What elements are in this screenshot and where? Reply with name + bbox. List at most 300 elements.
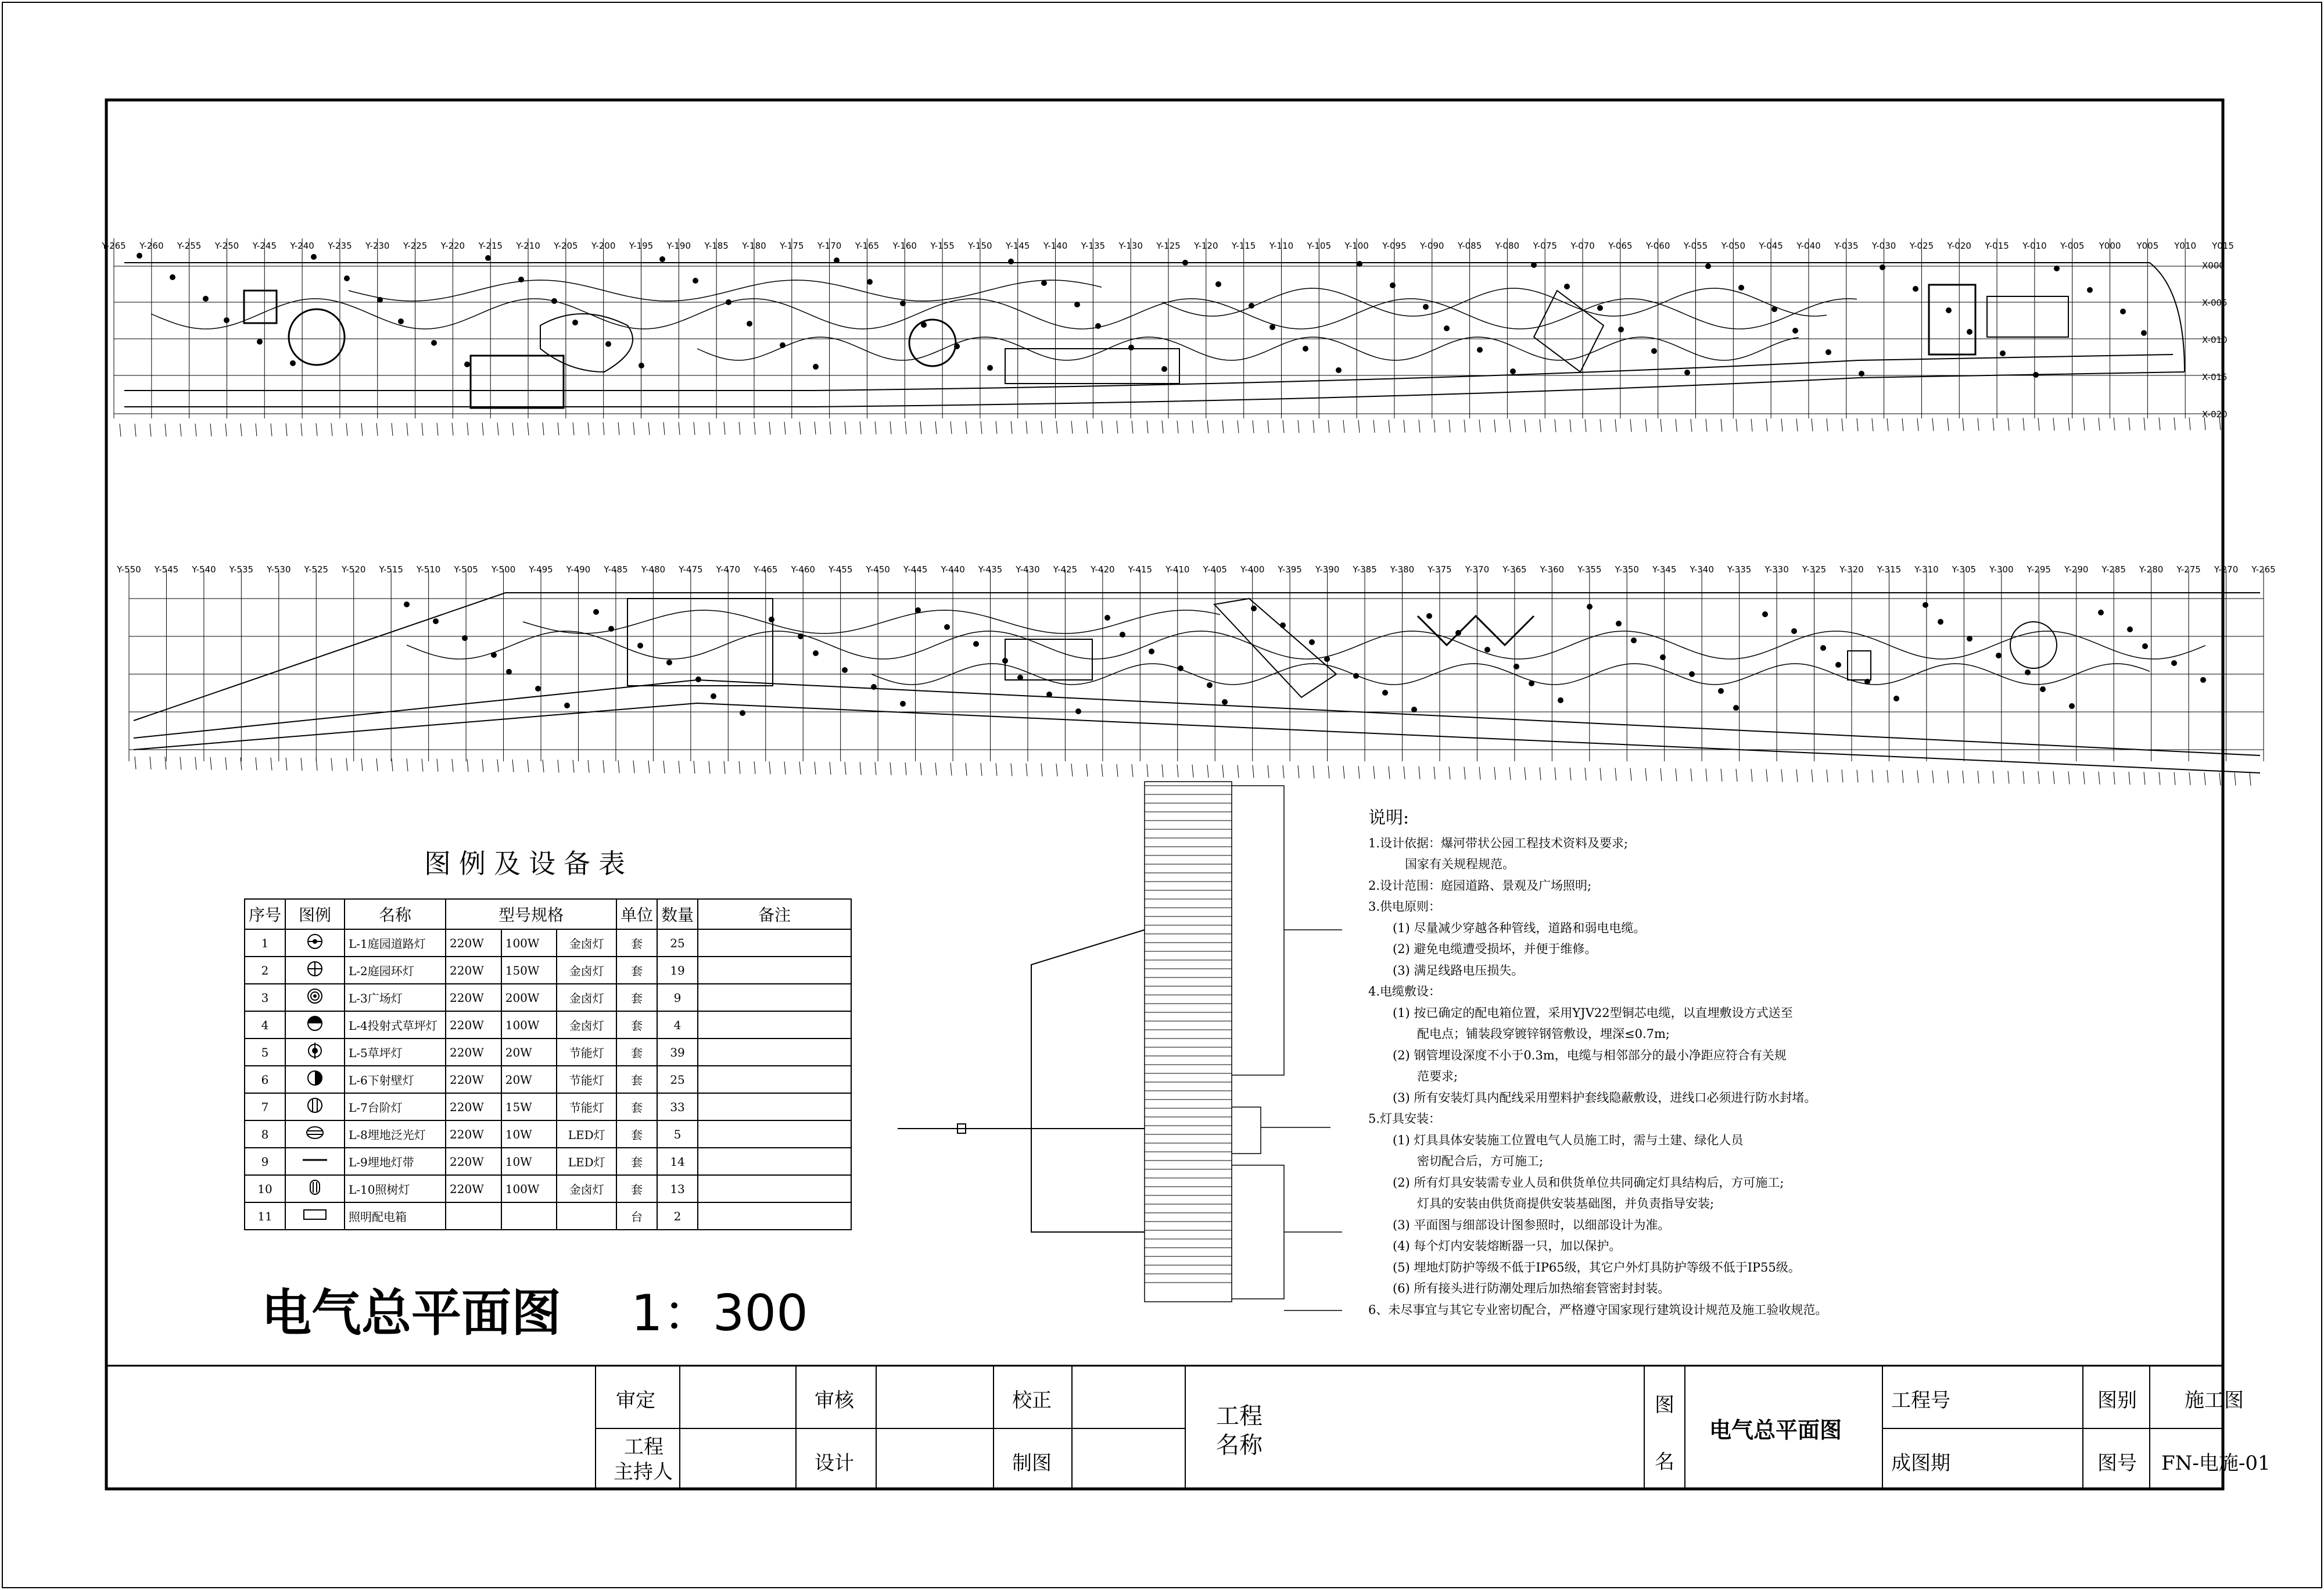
legend-type: 节能灯 [557,1066,616,1093]
edge-tick [1253,765,1254,778]
edge-tick [407,423,408,436]
tb-drawing-name-line2: 名 [1655,1451,1674,1474]
edge-tick [1102,421,1103,434]
note-line: (3) 平面图与细部设计图参照时，以细部设计为准。 [1368,1217,1670,1232]
lamp-marker [1149,649,1154,654]
legend-no: 6 [245,1066,285,1093]
grid-label: Y-070 [1570,241,1595,251]
edge-tick [618,760,619,773]
lamp-marker [170,274,175,280]
lamp-marker [1651,348,1657,354]
lamp-marker [1357,261,1362,267]
garden-path [349,280,1102,301]
grid-label-right: X-010 [2202,335,2228,345]
edge-tick [1781,769,1783,782]
edge-tick [845,421,846,434]
edge-tick [1192,421,1193,434]
edge-tick [588,422,589,435]
edge-tick [1434,420,1435,432]
lamp-marker [1382,690,1388,696]
lamp-marker [1771,306,1777,312]
edge-tick [2053,418,2054,431]
legend-power: 20W [501,1038,557,1066]
edge-tick [1570,420,1571,432]
grid-label: Y-210 [516,241,540,251]
lamp-symbol-icon [300,1204,329,1225]
legend-unit: 套 [616,1066,657,1093]
lamp-symbol-icon [300,986,329,1007]
legend-type: 节能灯 [557,1093,616,1120]
lamp-marker [203,296,209,302]
legend-voltage: 220W [446,984,501,1011]
edge-tick [1570,768,1571,780]
grid-label: Y-395 [1278,564,1302,575]
lamp-marker [1309,639,1315,645]
edge-tick [2235,773,2236,786]
edge-tick [1932,418,1934,431]
edge-tick [2159,417,2160,430]
legend-name: L-1庭园道路灯 [345,929,446,957]
legend-no: 10 [245,1175,285,1202]
grid-label: Y-020 [1947,241,1971,251]
lamp-marker [1835,662,1841,668]
edge-tick [1132,764,1133,777]
lamp-marker [491,652,497,658]
legend-qty: 13 [657,1175,698,1202]
grid-label: Y-420 [1091,564,1115,575]
edge-tick [1041,421,1042,434]
note-line: 3.供电原则： [1368,900,1441,914]
grid-label: Y-400 [1240,564,1265,575]
legend-symbol [285,1120,345,1148]
edge-tick [875,762,876,775]
edge-tick [1827,769,1828,782]
edge-tick [150,424,151,436]
edge-tick [1207,765,1208,778]
header-unit: 单位 [616,899,657,929]
edge-tick [799,422,801,435]
lamp-marker [2025,669,2031,675]
grid-label: Y-390 [1315,564,1340,575]
legend-name: L-9埋地灯带 [345,1148,446,1175]
edge-tick [2083,772,2085,785]
legend-voltage: 220W [446,1011,501,1038]
lamp-marker [1820,645,1826,651]
edge-tick [1585,419,1586,432]
edge-tick [694,422,695,435]
lamp-marker [1008,259,1014,264]
lamp-marker [900,300,906,306]
lamp-symbol-icon [300,1149,329,1170]
edge-tick [1751,419,1752,432]
legend-type: LED灯 [557,1120,616,1148]
lamp-marker [1178,665,1183,671]
edge-tick [180,424,181,436]
grid-label: Y-300 [1989,564,2014,575]
edge-tick [467,759,468,772]
legend-row [245,1011,851,1038]
lamp-marker [1631,638,1637,643]
edge-tick [1721,769,1722,782]
grid-label: Y-490 [566,564,591,575]
hatched-path [1214,599,1336,697]
note-line: 配电点；铺装段穿镀锌钢管敷设，埋深≤0.7m; [1368,1027,1670,1041]
edge-tick [2114,772,2115,785]
edge-tick [905,421,906,434]
edge-tick [1177,765,1178,778]
edge-tick [1373,766,1375,779]
grid-label: Y-435 [978,564,1003,575]
edge-tick [120,424,121,436]
lamp-marker [1616,621,1622,626]
edge-tick [1298,765,1299,778]
lamp-marker [2141,330,2147,336]
grid-label: Y-340 [1690,564,1714,575]
edge-tick [981,421,982,434]
edge-tick [1736,769,1737,782]
note-line: (1) 尽量减少穿越各种管线，道路和弱电电缆。 [1368,921,1646,935]
legend-type: 金卤灯 [557,957,616,984]
lamp-marker [1222,699,1228,705]
grid-label-right: X-005 [2202,298,2228,308]
grid-label-right: X000 [2202,260,2225,271]
legend-unit: 套 [616,1148,657,1175]
edge-tick [528,760,529,772]
edge-tick [1086,764,1088,776]
lamp-marker [1041,280,1047,286]
legend-unit: 套 [616,957,657,984]
edge-tick [1011,763,1012,776]
edge-tick [709,761,710,773]
grid-label: Y-305 [1952,564,1977,575]
lamp-marker [1046,692,1052,697]
lamp-symbol-icon [300,958,329,979]
grid-label: Y-180 [742,241,766,251]
edge-tick [1872,770,1873,783]
legend-name: L-4投射式草坪灯 [345,1011,446,1038]
legend-power: 200W [501,984,557,1011]
note-line: 范要求; [1368,1069,1458,1083]
edge-tick [1660,768,1662,781]
grid-label: Y-065 [1608,241,1633,251]
edge-tick [1525,420,1526,432]
edge-tick [1449,420,1450,432]
legend-power: 100W [501,1175,557,1202]
edge-tick [573,422,574,435]
edge-tick [1222,420,1224,433]
lamp-marker [1075,708,1081,714]
lamp-marker [637,643,643,649]
lamp-marker [2200,677,2206,683]
grid-label: Y-275 [2176,564,2201,575]
lamp-marker [2098,610,2104,615]
edge-tick [2068,418,2070,431]
tb-drawing-name-line1: 图 [1655,1394,1674,1417]
edge-tick [1978,771,1979,783]
tb-host-line1: 工程 [624,1435,664,1459]
edge-tick [1389,766,1390,779]
edge-tick [996,421,997,434]
edge-tick [331,758,332,771]
edge-tick [1298,420,1299,433]
rest-area [471,356,564,408]
edge-tick [2068,771,2070,784]
lamp-marker [551,298,557,304]
grid-label: Y-530 [267,564,291,575]
edge-tick [497,760,498,772]
legend-symbol [285,1175,345,1202]
lamp-marker [1477,347,1483,353]
lamp-marker [398,318,404,324]
edge-tick [830,762,831,775]
grid-label: Y-540 [192,564,216,575]
lamp-marker [2000,350,2006,356]
grid-label: Y-225 [403,241,428,251]
lamp-marker [344,275,350,281]
edge-tick [422,423,423,436]
grid-label-right: X-020 [2202,409,2228,420]
lamp-marker [1095,323,1101,329]
lamp-marker [1689,671,1695,677]
note-line: 2.设计范围：庭园道路、景观及广场照明; [1368,878,1592,893]
edge-tick [195,757,196,770]
grid-label: Y-480 [641,564,666,575]
grid-label: Y-040 [1796,241,1821,251]
legend-row [245,1093,851,1120]
lamp-marker [834,257,840,263]
edge-tick [1494,420,1495,432]
grid-label: Y-125 [1156,241,1181,251]
edge-tick [1283,420,1284,433]
note-line: (2) 钢管埋设深度不小于0.3m，电缆与相邻部分的最小净距应符合有关规 [1368,1048,1787,1062]
grid-label: Y-090 [1420,241,1444,251]
road-edge [124,354,2173,391]
grid-label: Y-295 [2027,564,2051,575]
legend-voltage: 220W [446,1066,501,1093]
lamp-marker [535,686,541,692]
lamp-marker [1738,285,1744,291]
lamp-marker [798,633,804,639]
legend-type: 节能灯 [557,1038,616,1066]
edge-tick [543,422,544,435]
lamp-symbol-icon [300,1013,329,1034]
legend-qty: 25 [657,1066,698,1093]
edge-tick [392,423,393,436]
edge-tick [1268,765,1269,778]
lamp-marker [1324,656,1330,662]
legend-qty: 2 [657,1202,698,1230]
grid-label: Y-060 [1645,241,1670,251]
circular-plaza [289,309,345,365]
edge-tick [1978,418,1979,431]
grid-label: Y-285 [2101,564,2126,575]
grid-label: Y-250 [214,241,239,251]
grid-label: Y-155 [930,241,955,251]
note-line: 灯具的安装由供货商提供安装基础图，并负责指导安装; [1368,1197,1715,1211]
legend-voltage: 220W [446,929,501,957]
edge-tick [603,760,604,773]
edge-tick [135,757,136,769]
edge-tick [2174,772,2175,785]
lamp-marker [2040,686,2046,692]
grid-label: Y-095 [1382,241,1407,251]
header-spec: 型号规格 [446,899,616,929]
grid-label: Y-120 [1194,241,1218,251]
edge-tick [512,760,514,772]
edge-tick [739,422,740,435]
grid-label: Y-170 [817,241,842,251]
legend-no: 4 [245,1011,285,1038]
edge-tick [1419,767,1420,779]
note-line: (1) 灯具具体安装施工位置电气人员施工时，需与土建、绿化人员 [1368,1133,1744,1147]
edge-tick [890,762,891,775]
legend-unit: 套 [616,1093,657,1120]
lamp-marker [2171,660,2177,666]
edge-tick [2174,417,2175,430]
legend-row [245,1148,851,1175]
lamp-marker [1792,328,1798,334]
legend-unit: 套 [616,1011,657,1038]
legend-remark [698,1148,851,1175]
lamp-marker [1514,664,1519,669]
lamp-marker [2142,643,2148,649]
grid-label: Y-510 [416,564,441,575]
edge-tick [452,423,453,436]
edge-tick [1056,764,1057,776]
legend-remark [698,1202,851,1230]
grid-label: Y010 [2174,241,2197,251]
edge-tick [1177,421,1178,434]
lamp-marker [1684,370,1690,375]
edge-tick [301,758,302,771]
grid-label: Y-045 [1759,241,1783,251]
legend-symbol [285,1038,345,1066]
edge-tick [225,757,227,770]
legend-qty: 33 [657,1093,698,1120]
legend-power: 10W [501,1120,557,1148]
edge-tick [2189,772,2190,785]
edge-tick [1117,421,1118,434]
header-symbol: 图例 [285,899,345,929]
edge-tick [361,423,363,436]
grid-label: Y-200 [591,241,616,251]
edge-tick [784,761,786,774]
legend-voltage: 220W [446,1038,501,1066]
edge-tick [1887,770,1888,783]
legend-unit: 套 [616,1120,657,1148]
edge-tick [860,421,861,434]
legend-row [245,1066,851,1093]
lamp-marker [1826,349,1831,355]
edge-tick [1449,767,1450,779]
distribution-box [1848,651,1871,680]
edge-tick [1464,420,1465,432]
lamp-marker [1531,262,1537,268]
tb-draft: 制图 [1012,1452,1052,1475]
legend-symbol [285,1202,345,1230]
edge-tick [1600,419,1601,432]
lamp-marker [1269,324,1275,330]
edge-tick [1932,771,1934,783]
edge-tick [603,422,604,435]
edge-tick [1706,769,1707,782]
road-edge [124,263,2185,372]
legend-row [245,1120,851,1148]
lamp-marker [431,340,437,346]
grid-label: Y-265 [102,241,126,251]
legend-qty: 14 [657,1148,698,1175]
edge-tick [376,758,378,771]
edge-tick [2008,771,2009,784]
lamp-marker [1426,613,1432,619]
edge-tick [1509,767,1511,780]
legend-name: L-8埋地泛光灯 [345,1120,446,1148]
lamp-marker [433,618,439,624]
edge-tick [679,422,680,435]
edge-tick [150,757,151,769]
edge-tick [724,422,725,435]
edge-tick [935,762,937,775]
edge-tick [1026,421,1027,434]
edge-tick [2008,418,2009,431]
edge-tick [482,422,483,435]
legend-remark [698,957,851,984]
lamp-marker [2120,309,2126,314]
edge-tick [1751,769,1752,782]
edge-tick [966,421,967,434]
edge-tick [1585,768,1586,780]
edge-tick [633,422,634,435]
edge-tick [573,760,574,773]
legend-name: L-3广场灯 [345,984,446,1011]
edge-tick [1479,767,1480,780]
edge-tick [1238,765,1239,778]
edge-tick [165,757,166,769]
legend-remark [698,1066,851,1093]
edge-tick [996,763,997,776]
legend-unit: 套 [616,929,657,957]
tb-drawing-name: 电气总平面图 [1709,1417,1842,1443]
legend-no: 8 [245,1120,285,1148]
lamp-marker [564,703,570,708]
edge-tick [815,422,816,435]
lower-plan [116,564,2275,786]
edge-tick [286,423,287,436]
lamp-marker [1249,303,1254,309]
legend-unit: 台 [616,1202,657,1230]
edge-tick [558,422,559,435]
grid-label: Y-005 [2060,241,2085,251]
edge-tick [1917,770,1918,783]
lamp-marker [747,321,752,327]
legend-name: 照明配电箱 [345,1202,446,1230]
edge-tick [769,422,770,435]
edge-tick [799,762,801,775]
grid-label: Y-365 [1502,564,1527,575]
lamp-marker [572,320,578,325]
grid-label: Y-100 [1344,241,1369,251]
grid-label: Y005 [2136,241,2159,251]
tb-project-name-line1: 工程 [1216,1403,1263,1430]
legend-remark [698,1093,851,1120]
edge-tick [830,422,831,435]
edge-tick [1917,418,1918,431]
edge-tick [2204,772,2205,785]
grid-label: Y-320 [1839,564,1864,575]
notes-heading: 说明: [1368,808,1410,828]
note-line: 5.灯具安装： [1368,1112,1441,1126]
edge-tick [1645,768,1647,781]
